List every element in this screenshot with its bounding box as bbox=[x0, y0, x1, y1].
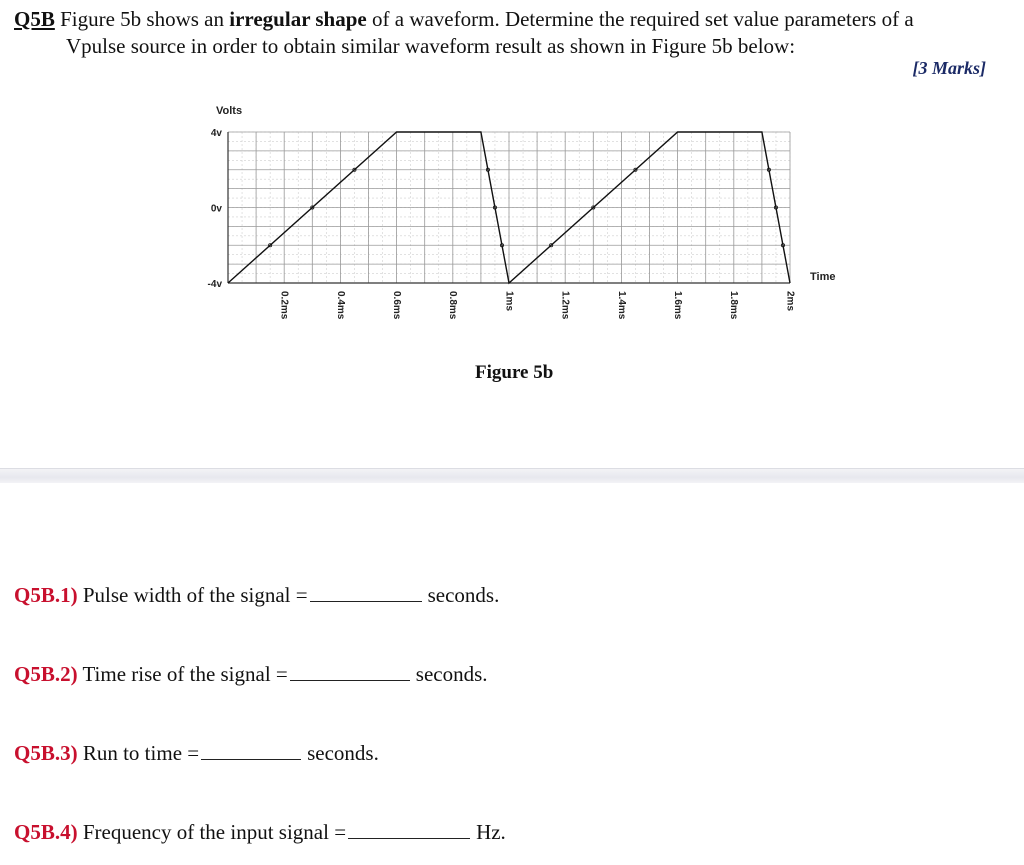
figure-caption: Figure 5b bbox=[475, 362, 554, 383]
waveform-chart bbox=[190, 96, 850, 336]
y-tick-label: 4v bbox=[210, 128, 222, 139]
question-text: Run to time = bbox=[77, 741, 200, 765]
x-tick-label: 1.4ms bbox=[615, 291, 627, 320]
answer-blank[interactable] bbox=[201, 741, 301, 760]
x-tick-label: 0.2ms bbox=[278, 291, 290, 320]
question-unit: seconds. bbox=[307, 741, 379, 765]
marks-label: [3 Marks] bbox=[912, 58, 986, 78]
answer-blank[interactable] bbox=[290, 662, 410, 681]
header-line-1 bbox=[14, 6, 1014, 33]
answer-blank[interactable] bbox=[310, 583, 422, 602]
question-text: Pulse width of the signal = bbox=[77, 583, 308, 607]
x-tick-label: 1.2ms bbox=[559, 291, 571, 320]
question-5b-1 bbox=[14, 583, 499, 608]
x-tick-label: 0.8ms bbox=[447, 291, 459, 320]
question-5b-2 bbox=[14, 662, 488, 687]
question-number: Q5B.4) bbox=[14, 820, 78, 844]
answer-blank[interactable] bbox=[348, 820, 470, 839]
x-tick-label: 0.4ms bbox=[334, 291, 346, 320]
question-id: Q5B bbox=[14, 7, 55, 31]
page-separator bbox=[0, 468, 1024, 483]
question-header bbox=[14, 6, 1014, 60]
x-tick-label: 2ms bbox=[784, 291, 796, 312]
question-5b-3 bbox=[14, 741, 379, 766]
question-number: Q5B.3) bbox=[14, 741, 78, 765]
header-line-2: Vpulse source in order to obtain similar waveform result as shown in Figure 5b below: bbox=[66, 34, 796, 58]
question-text: Time rise of the signal = bbox=[77, 662, 288, 686]
question-number: Q5B.2) bbox=[14, 662, 78, 686]
x-tick-label: 1.6ms bbox=[671, 291, 683, 320]
header-text-2: of a waveform. Determine the required set value parameters of a bbox=[366, 7, 914, 31]
question-unit: Hz. bbox=[476, 820, 506, 844]
question-text: Frequency of the input signal = bbox=[77, 820, 347, 844]
x-tick-label: 1ms bbox=[503, 291, 515, 312]
x-tick-label: 1.8ms bbox=[728, 291, 740, 320]
x-axis-title: Time bbox=[810, 271, 836, 283]
header-text-1: Figure 5b shows an bbox=[54, 7, 230, 31]
y-tick-label: 0v bbox=[210, 203, 222, 215]
question-unit: seconds. bbox=[415, 662, 488, 686]
header-bold-term: irregular shape bbox=[229, 7, 367, 31]
x-tick-label: 0.6ms bbox=[390, 291, 402, 320]
question-unit: seconds. bbox=[427, 583, 500, 607]
y-axis-title: Volts bbox=[216, 105, 243, 117]
question-5b-4 bbox=[14, 820, 506, 845]
y-tick-label: -4v bbox=[207, 279, 222, 290]
question-number: Q5B.1) bbox=[14, 583, 78, 607]
